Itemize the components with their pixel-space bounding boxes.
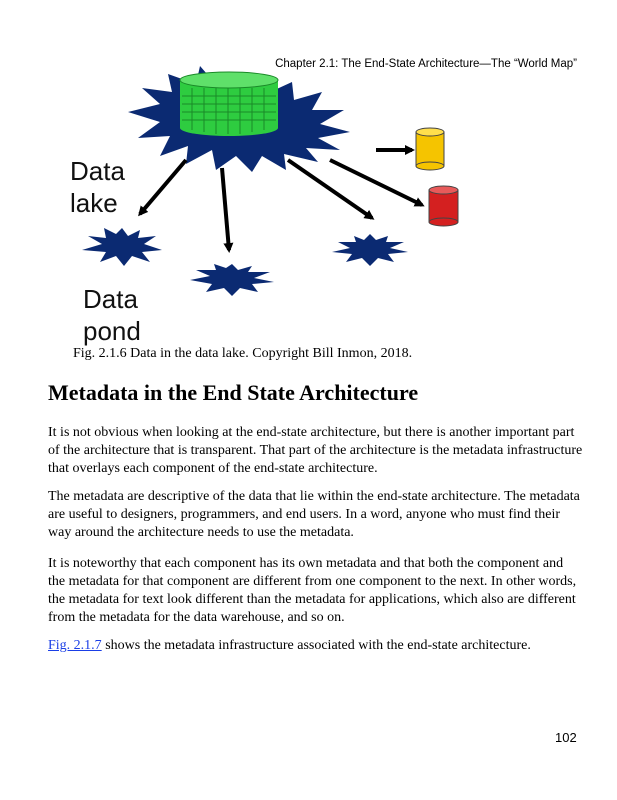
arrow-to-pond-left	[140, 160, 186, 214]
arrow-to-pond-right	[288, 160, 372, 218]
data-lake-label-line1: Data	[70, 156, 125, 186]
figure-caption: Fig. 2.1.6 Data in the data lake. Copyright Bill Inmon, 2018.	[73, 346, 413, 361]
red-database-icon	[429, 186, 458, 226]
paragraph-2: The metadata are descriptive of the data that lie within the end-state architecture. The metadata are useful to designers, programmers, and end users. In a word, anyone who must find their way around the architecture needs to use the metadata.	[48, 489, 580, 540]
data-lake-label-line2: lake	[70, 188, 118, 218]
page-number: 102	[555, 730, 577, 745]
data-pond-label-line1: Data	[83, 284, 138, 314]
paragraph-4	[48, 637, 583, 655]
data-pond-right-burst	[332, 234, 408, 266]
figure-reference-link[interactable]: Fig. 2.1.7	[48, 638, 102, 653]
data-pond-center-burst	[190, 264, 274, 296]
paragraph-1: It is not obvious when looking at the end-state architecture, but there is another important part of the architecture that is transparent. That part of the architecture is the metadata infrastructure that overlays each component of the end-state architecture.	[48, 425, 583, 476]
arrow-to-pond-center	[222, 168, 229, 250]
data-lake-database-icon	[180, 72, 278, 136]
data-pond-left-burst	[82, 228, 162, 266]
running-header: Chapter 2.1: The End-State Architecture—The “World Map”	[275, 58, 577, 70]
paragraph-4-text: shows the metadata infrastructure associated with the end-state architecture.	[101, 638, 531, 653]
data-lake-figure	[0, 0, 617, 360]
yellow-database-icon	[416, 128, 444, 170]
paragraph-3: It is noteworthy that each component has its own metadata and that both the component and the metadata for that component are different from one component to the next. In other words, the metadata for text look different than the metadata for applications, which also are different from the metadata for the data warehouse, and so on.	[48, 556, 577, 625]
data-pond-label-line2: pond	[83, 316, 141, 346]
section-title: Metadata in the End State Architecture	[48, 380, 419, 405]
